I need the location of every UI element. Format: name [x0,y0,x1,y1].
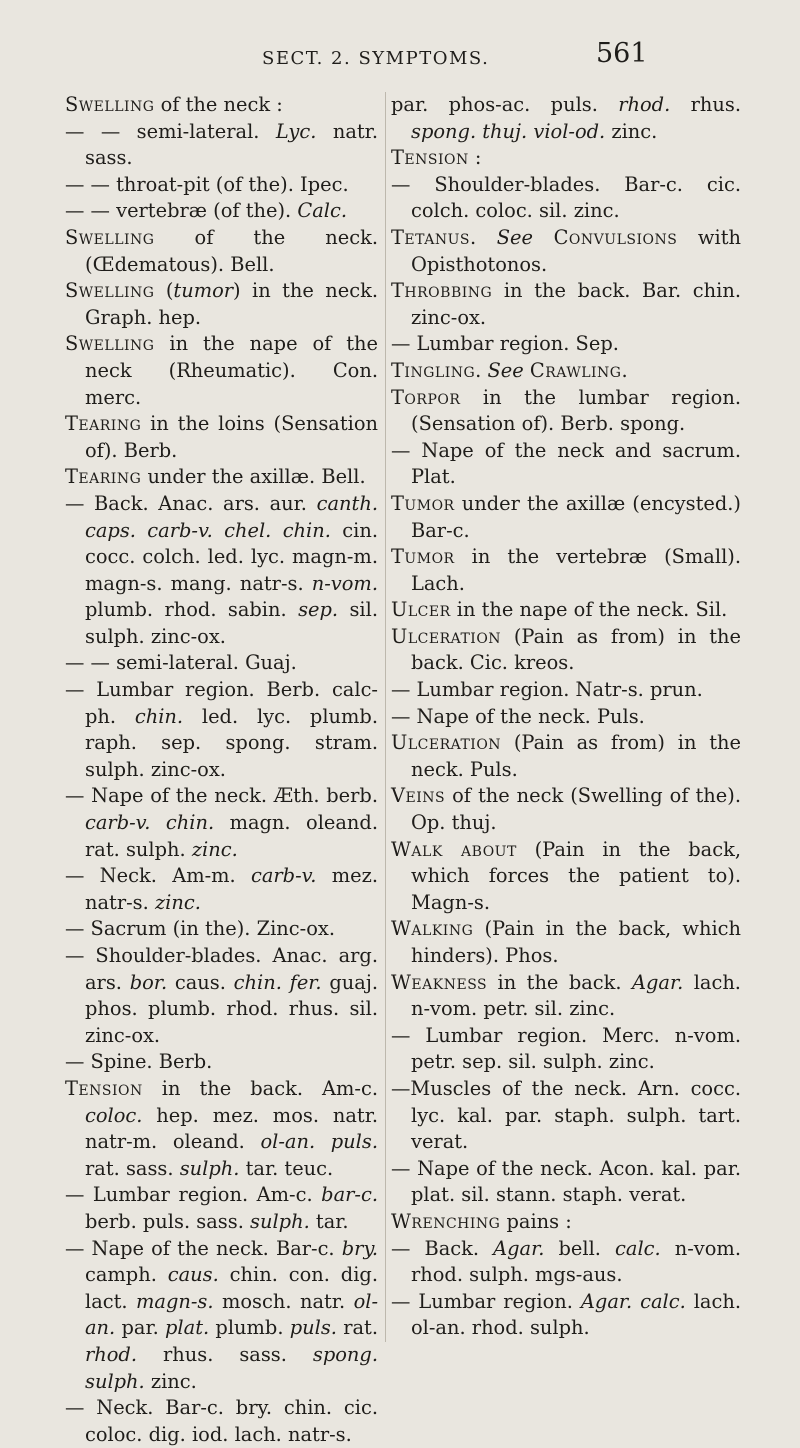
entry-text: berb. puls. sass. [85,1209,251,1233]
entry-text: Convulsions [553,225,678,249]
entry-text: hep. mez. mos. natr. natr-m. oleand. [85,1103,378,1154]
entry-text: sil. sulph. zinc-ox. [85,598,378,648]
entry-text: lach. ol-an. rhod. sulph. [411,1289,741,1340]
index-entry [391,172,741,225]
index-entry [65,1049,378,1076]
entry-text: — Spine. Berb. [65,1050,213,1074]
entry-text: Crawling [529,358,622,382]
index-entry [65,1236,378,1396]
entry-text: — Nape of the neck and sacrum. Plat. [391,438,741,489]
index-entry [65,92,378,119]
entry-text: sep. [298,598,339,622]
entry-heading: Veins [391,784,446,808]
entry-text: zinc. [191,837,238,861]
entry-text: zinc. [154,890,201,914]
index-entry [391,1209,741,1236]
index-entry [391,385,741,438]
entry-text [533,226,554,249]
entry-text: — — vertebræ (of the). [65,199,298,223]
entry-text: — Lumbar region. Am-c. [65,1183,322,1207]
page-header [0,32,800,76]
index-entry [391,491,741,544]
index-entry [65,916,378,943]
entry-text: caus. [167,1263,219,1287]
index-entry [391,438,741,491]
entry-text: cin. cocc. colch. led. lyc. magn-m. magn-s. mang. natr-s. [85,518,378,595]
entry-text: bar-c. [321,1183,378,1207]
entry-text: rhod. [618,93,671,116]
entry-heading: Swelling [65,332,155,356]
entry-text: — Lumbar region. [391,1289,581,1313]
index-entry [65,1182,378,1235]
entry-text: mosch. natr. [213,1289,354,1313]
entry-text: ) in the neck. Graph. hep. [85,279,378,329]
index-entry [65,783,378,863]
entry-text: zinc. [144,1369,197,1393]
entry-heading: Tingling [391,358,476,382]
index-entry [65,225,378,278]
index-entry [65,331,378,411]
entry-text: of the neck : [154,93,283,116]
column-divider [385,92,386,1342]
entry-text: bor. [129,970,168,994]
entry-text: plumb. rhod. sabin. [85,598,299,622]
entry-text: — Lumbar region. Sep. [391,332,619,356]
entry-heading: Tension [65,1076,143,1100]
entry-text: lach. n-vom. petr. sil. zinc. [411,970,741,1021]
entry-heading: Tumor [391,545,455,569]
index-entry [391,278,741,331]
entry-text: chin. con. dig. lact. [85,1263,378,1313]
index-entry [391,1156,741,1209]
entry-text: — Nape of the neck. Æth. berb. [65,784,378,808]
entry-text: n-vom. rhod. sulph. mgs-aus. [411,1236,741,1287]
index-entry [391,1023,741,1076]
entry-text: in the back. [487,970,632,994]
entry-text: n-vom. [311,571,378,595]
entry-text: with Opisthotonos. [411,225,741,276]
entry-text: ol-an. [85,1289,378,1340]
entry-text: Calc. [297,199,348,223]
entry-text: — Nape of the neck. Bar-c. [65,1236,342,1260]
entry-text: spong. sulph. [85,1342,378,1393]
entry-text: chin. fer. [233,970,322,994]
entry-text: in the loins (Sensation of). Berb. [85,412,378,462]
entry-heading: Walk about [391,837,517,861]
index-entry [65,278,378,331]
entry-text: pains : [500,1209,572,1233]
entry-text: — Neck. Am-m. [65,864,251,888]
entry-text: of the neck. (Œdematous). Bell. [85,225,378,276]
entry-text: rhod. [85,1342,138,1366]
entry-text: canth. caps. carb-v. chel. chin. [85,491,378,542]
entry-text: zinc. [605,119,658,143]
entry-text: sulph. [250,1209,310,1233]
entry-text: — — semi-lateral. Guaj. [65,651,297,675]
entry-text: — — throat-pit (of the). Ipec. [65,172,349,196]
entry-text: — Shoulder-blades. Anac. arg. ars. [65,944,378,994]
index-entry [65,464,378,491]
index-entry [391,331,741,358]
entry-heading: Tumor [391,491,455,515]
index-entry [391,970,741,1023]
index-entry [391,916,741,969]
entry-heading: Ulceration [391,624,502,648]
entry-text: — Shoulder-blades. Bar-c. cic. colch. coloc. sil. zinc. [391,172,741,223]
entry-heading: Weakness [391,970,488,994]
running-head: SECT. 2. SYMPTOMS. [262,48,490,69]
index-entry [65,172,378,199]
entry-text: tumor [173,279,234,303]
entry-text: —Muscles of the neck. Arn. cocc. lyc. kal. par. staph. sulph. tart. verat. [391,1076,741,1154]
entry-text: natr. sass. [85,119,378,170]
entry-text: led. lyc. plumb. raph. sep. spong. stram. sulph. zinc-ox. [85,704,378,781]
entry-text: — Back. Anac. ars. aur. [65,491,317,515]
entry-text: tar. teuc. [239,1156,334,1180]
entry-text: camph. [85,1263,168,1287]
entry-text: (Pain in the back, which forces the patient to). Magn-s. [411,837,742,914]
entry-heading: Tearing [65,465,142,489]
entry-text: Agar. calc. [580,1289,686,1313]
entry-heading: Swelling [65,93,155,116]
entry-text: in the nape of the neck (Rheumatic). Con. merc. [85,332,378,409]
entry-text: under the axillæ. Bell. [141,465,366,489]
entry-text: rat. [336,1316,378,1340]
entry-text: of the neck (Swelling of the). Op. thuj. [411,784,741,835]
index-entry [391,783,741,836]
entry-text: rhus. [670,93,741,116]
entry-text: — Neck. Bar-c. bry. chin. cic. coloc. dig. iod. lach. natr-s. [65,1396,378,1446]
entry-text: bell. [544,1236,616,1260]
index-entry [391,1236,741,1289]
entry-text: — Lumbar region. Berb. calc-ph. [65,678,378,728]
entry-text: ( [154,279,174,303]
index-entry [391,730,741,783]
entry-heading: Throbbing [391,279,493,303]
entry-heading: Tetanus [391,225,470,249]
index-entry [65,650,378,677]
entry-text: in the back. Bar. chin. zinc-ox. [411,279,741,329]
entry-text: plumb. [209,1316,290,1340]
entry-heading: Swelling [65,279,155,303]
entry-heading: Wrenching [391,1209,501,1233]
entry-text: in the vertebræ (Small). Lach. [411,545,741,595]
index-entry [65,863,378,916]
page-number: 561 [596,38,648,69]
entry-text: puls. [289,1316,337,1340]
entry-heading: Ulcer [391,598,451,622]
entry-text: calc. [615,1236,661,1260]
entry-heading: Tearing [65,412,142,436]
entry-text: — Nape of the neck. Acon. kal. par. plat. sil. stann. staph. verat. [391,1156,741,1207]
index-entry [65,943,378,1049]
entry-heading: Ulceration [391,731,502,755]
entry-text: sulph. [179,1156,240,1180]
entry-text: rat. sass. [85,1156,180,1180]
entry-text: — Lumbar region. Natr-s. prun. [391,678,703,702]
index-entry [65,411,378,464]
entry-text: . [469,225,497,249]
index-entry [65,1395,378,1448]
entry-text: See [487,358,524,382]
entry-text: in the back. Am-c. [142,1076,378,1100]
entry-text: magn. oleand. rat. sulph. [85,811,378,861]
entry-text: under the axillæ (encysted.) Bar-c. [411,491,741,542]
index-entry [391,624,741,677]
entry-heading: Swelling [65,225,155,249]
entry-text: (Pain in the back, which hinders). Phos. [411,917,741,967]
entry-text: caus. [167,970,234,994]
index-entry [391,544,741,597]
entry-text: plat. [165,1316,210,1340]
index-entry [391,704,741,731]
entry-text: guaj. phos. plumb. rhod. rhus. sil. zinc-ox. [85,970,378,1047]
entry-text: spong. thuj. viol-od. [411,119,606,143]
entry-text: Lyc. [275,119,317,143]
entry-text: . [475,358,488,382]
entry-heading: Torpor [391,385,461,409]
index-entry [65,491,378,651]
entry-text: (Pain as from) in the back. Cic. kreos. [411,624,741,675]
index-entry [391,225,741,278]
index-entry [391,1076,741,1156]
entry-text: in the lumbar region. (Sensation of). Berb. spong. [411,385,741,436]
index-entry [391,837,741,917]
index-entry [391,145,741,172]
entry-text: Agar. [493,1236,545,1260]
entry-text: — Nape of the neck. Puls. [391,704,645,728]
entry-text: . [621,358,628,382]
right-column [391,92,741,1342]
entry-text: magn-s. [136,1289,214,1313]
entry-heading: Walking [391,917,474,941]
index-entry [65,677,378,783]
entry-text: par. [115,1316,166,1340]
left-column [65,92,378,1448]
entry-text: Agar. [632,970,684,994]
entry-text: tar. [309,1209,349,1233]
index-entry [391,677,741,704]
index-entry [65,198,378,225]
index-entry [391,597,741,624]
entry-text: in the nape of the neck. Sil. [450,598,728,622]
entry-text: — Lumbar region. Merc. n-vom. petr. sep. sil. sulph. zinc. [391,1023,741,1074]
entry-text: : [468,146,482,170]
entry-text: carb-v. [250,864,317,888]
entry-text: — Back. [391,1236,494,1260]
entry-text: See [496,225,533,249]
index-entry [391,358,741,385]
entry-heading: Tension [391,146,469,170]
index-entry [65,119,378,172]
entry-text: ol-an. puls. [260,1130,378,1154]
index-entry [391,1289,741,1342]
entry-text: par. phos-ac. puls. [391,93,619,116]
index-entry [65,1076,378,1182]
entry-text: (Pain as from) in the neck. Puls. [411,731,741,781]
entry-text: rhus. sass. [137,1342,313,1366]
entry-text: carb-v. chin. [85,811,215,835]
index-entry [391,92,741,145]
entry-text: chin. [134,704,184,728]
entry-text: coloc. [85,1103,143,1127]
entry-text: bry. [341,1236,378,1260]
entry-text: — Sacrum (in the). Zinc-ox. [65,917,335,941]
entry-text: mez. natr-s. [85,864,379,914]
entry-text: — — semi-lateral. [65,119,276,143]
